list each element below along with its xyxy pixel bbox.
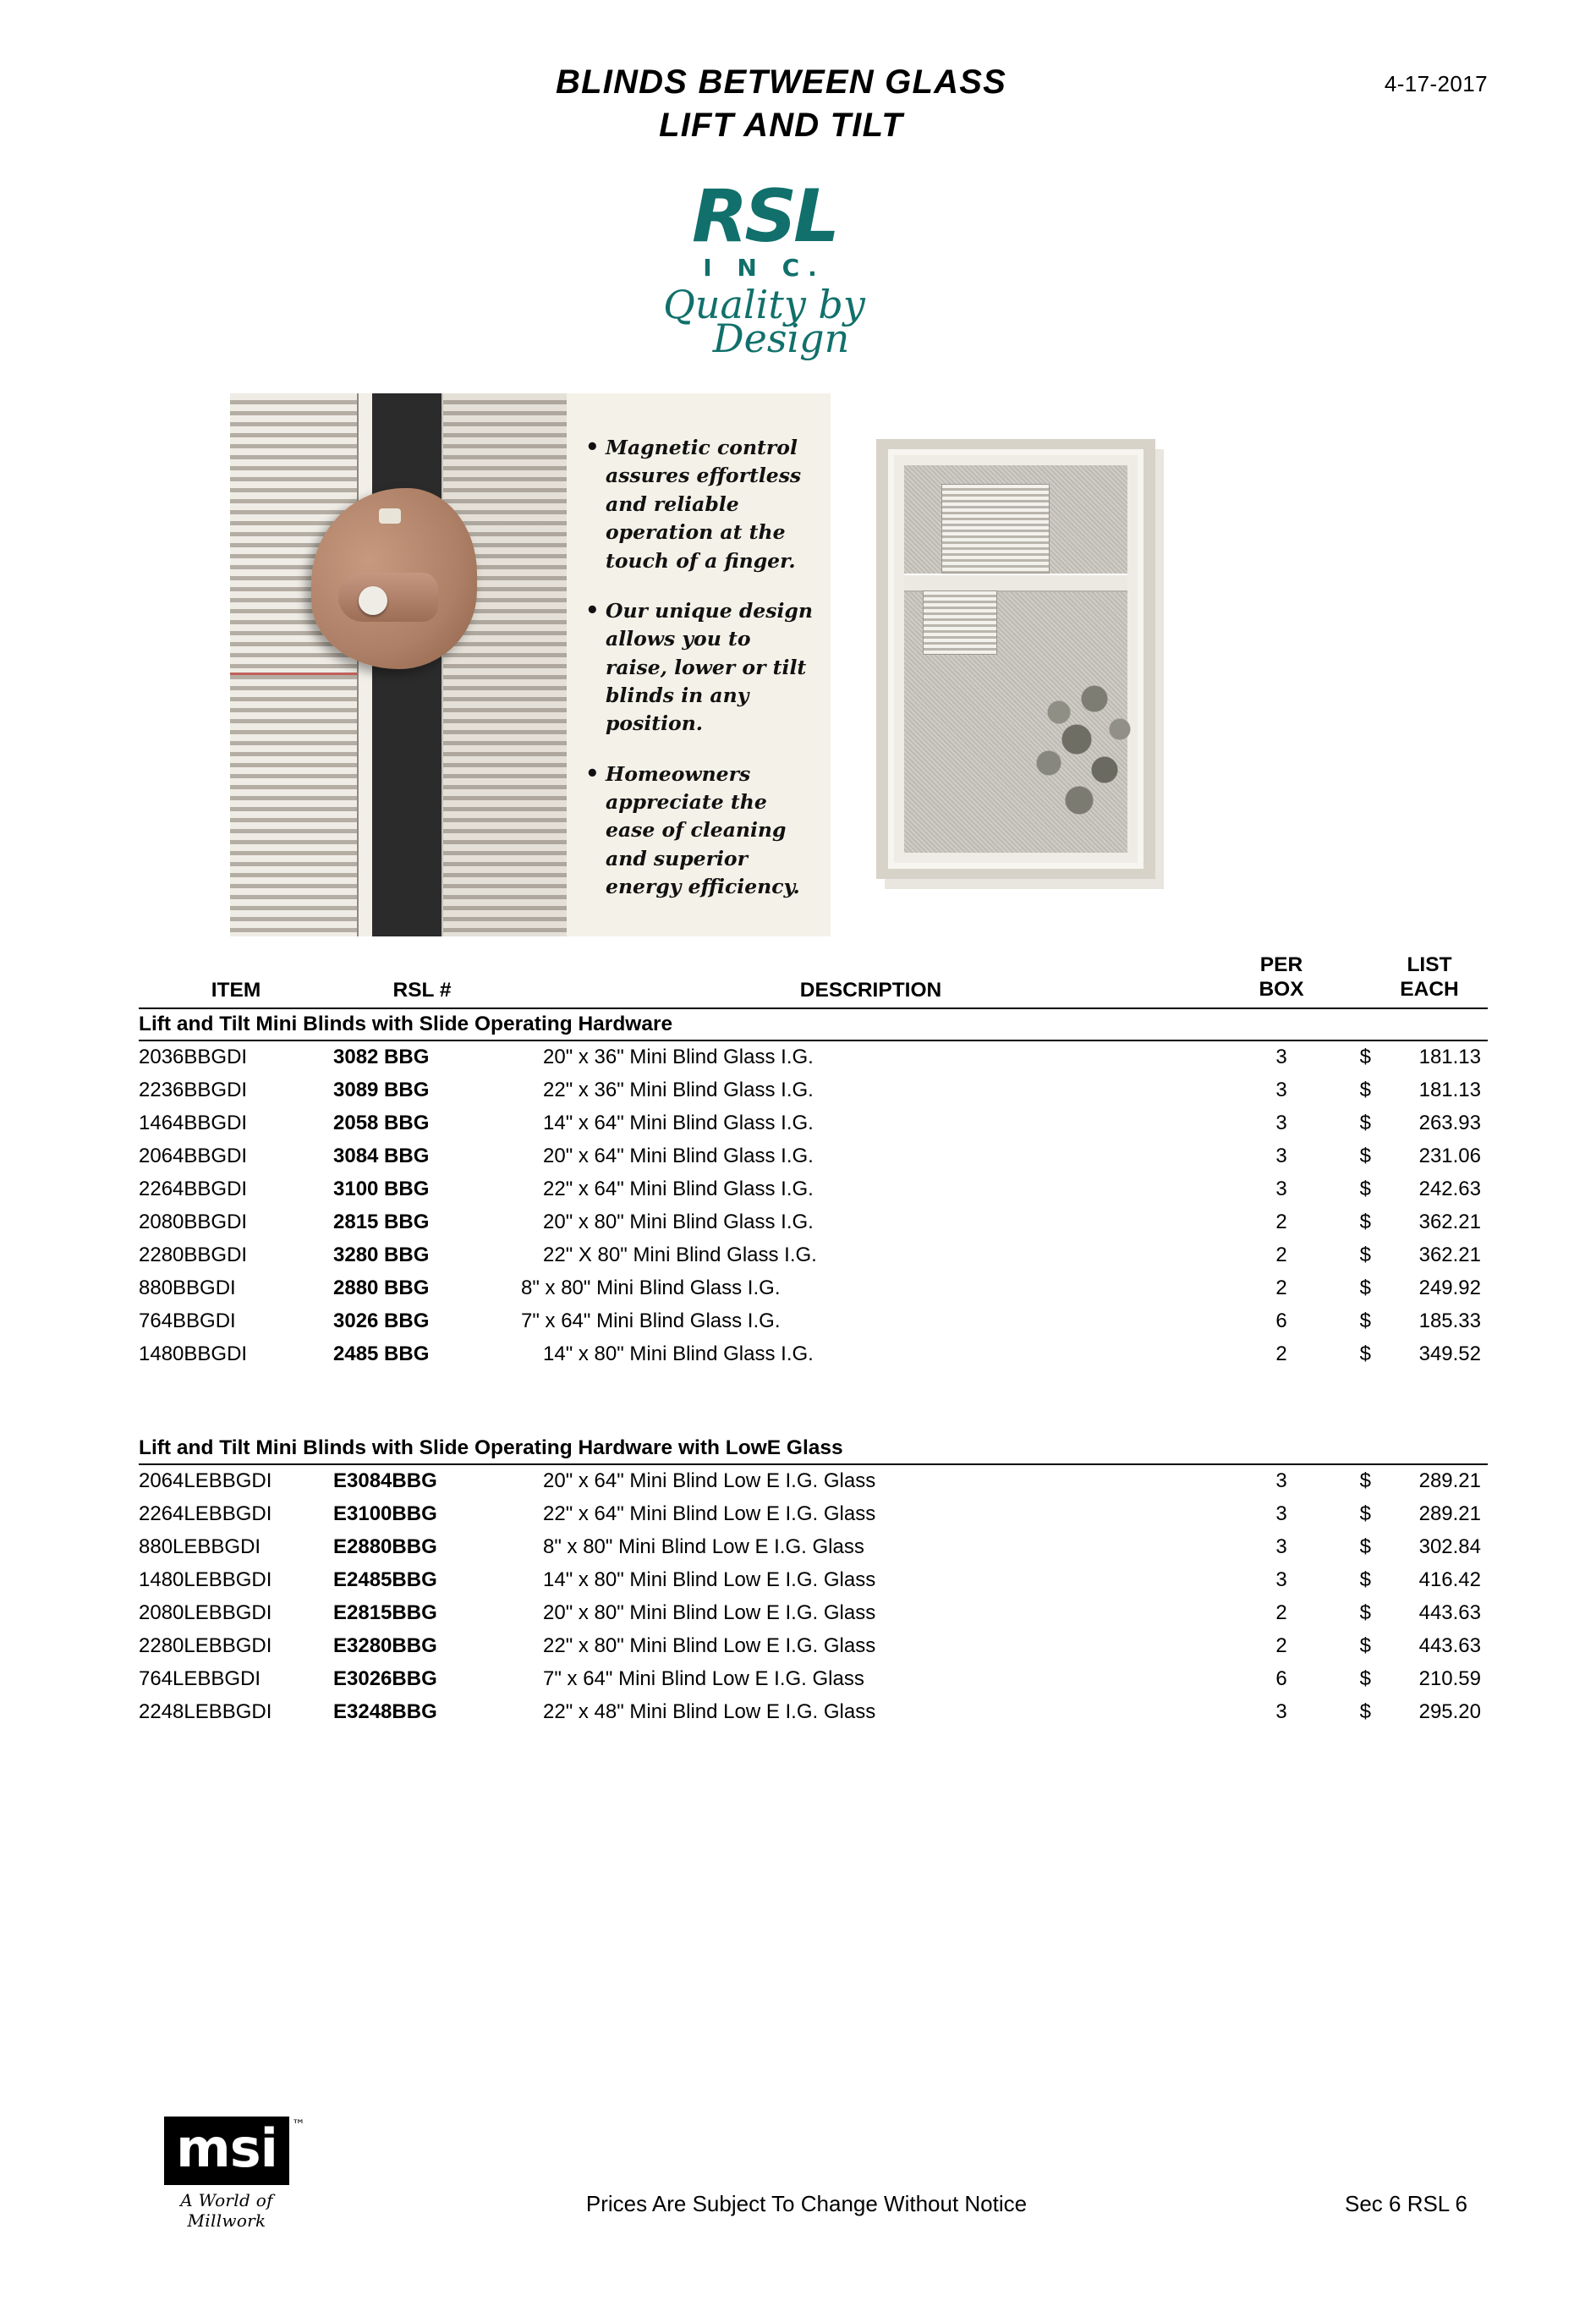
cell-description: 20" x 64" Mini Blind Low E I.G. Glass bbox=[543, 1469, 876, 1493]
cell-price: 289.21 bbox=[1418, 1502, 1481, 1526]
cell-price: 443.63 bbox=[1418, 1601, 1481, 1625]
cell-item: 2264BBGDI bbox=[139, 1178, 248, 1201]
cell-item: 1464BBGDI bbox=[139, 1112, 248, 1135]
cell-currency: $ bbox=[1359, 1112, 1371, 1135]
cell-item: 2248LEBBGDI bbox=[139, 1700, 272, 1724]
cell-rsl: 3084 BBG bbox=[333, 1145, 430, 1168]
cell-price: 181.13 bbox=[1418, 1046, 1481, 1069]
window-sash bbox=[904, 574, 1127, 592]
cell-price: 263.93 bbox=[1418, 1112, 1481, 1135]
cell-item: 2064LEBBGDI bbox=[139, 1469, 272, 1493]
cell-price: 443.63 bbox=[1418, 1634, 1481, 1658]
rsl-logo-brand: RSL bbox=[692, 174, 836, 260]
cell-description: 8" x 80" Mini Blind Glass I.G. bbox=[521, 1277, 781, 1300]
cell-rsl: 2815 BBG bbox=[333, 1211, 430, 1234]
cell-description: 8" x 80" Mini Blind Low E I.G. Glass bbox=[543, 1535, 864, 1559]
table-row bbox=[139, 1630, 1488, 1663]
price-table bbox=[139, 953, 1488, 1729]
rsl-logo-tagline-1: Quality by bbox=[663, 282, 865, 328]
column-header-list-each-line-1: LIST bbox=[1407, 953, 1452, 977]
flower-arrangement-graphic bbox=[1021, 672, 1148, 841]
table-row bbox=[139, 1663, 1488, 1696]
cell-rsl: 3280 BBG bbox=[333, 1244, 430, 1267]
cell-price: 181.13 bbox=[1418, 1079, 1481, 1102]
msi-logo-text: msi bbox=[176, 2117, 277, 2180]
table-row bbox=[139, 1140, 1488, 1173]
blind-slats-left bbox=[230, 393, 357, 936]
cell-per-box: 3 bbox=[1275, 1112, 1287, 1135]
cell-item: 1480BBGDI bbox=[139, 1342, 248, 1366]
column-header-item: ITEM bbox=[139, 953, 333, 1008]
section-title: Lift and Tilt Mini Blinds with Slide Operating Hardware bbox=[139, 1008, 1488, 1040]
cell-price: 295.20 bbox=[1418, 1700, 1481, 1724]
table-row bbox=[139, 1074, 1488, 1107]
product-imagery bbox=[0, 387, 1596, 945]
cell-item: 764LEBBGDI bbox=[139, 1667, 261, 1691]
list-item: • Homeowners appreciate the ease of cleaning and superior energy efficiency. bbox=[585, 760, 814, 902]
msi-logo-mark bbox=[164, 2117, 304, 2185]
cell-currency: $ bbox=[1359, 1502, 1371, 1526]
table-row bbox=[139, 1498, 1488, 1531]
column-header-per-box-line-1: PER bbox=[1259, 953, 1303, 977]
table-row bbox=[139, 1040, 1488, 1074]
cell-currency: $ bbox=[1359, 1178, 1371, 1201]
cell-currency: $ bbox=[1359, 1046, 1371, 1069]
cell-currency: $ bbox=[1359, 1342, 1371, 1366]
table-spacer-row bbox=[139, 1371, 1488, 1433]
cell-item: 2236BBGDI bbox=[139, 1079, 248, 1102]
cell-item: 1480LEBBGDI bbox=[139, 1568, 272, 1592]
table-row bbox=[139, 1338, 1488, 1371]
cell-description: 14" x 80" Mini Blind Low E I.G. Glass bbox=[543, 1568, 876, 1592]
section-header-row bbox=[139, 1433, 1488, 1464]
cell-rsl: E3248BBG bbox=[333, 1700, 437, 1724]
cell-description: 7" x 64" Mini Blind Glass I.G. bbox=[521, 1309, 781, 1333]
cell-currency: $ bbox=[1359, 1535, 1371, 1559]
cell-per-box: 3 bbox=[1275, 1079, 1287, 1102]
rsl-logo-tagline-2: Design bbox=[712, 316, 850, 362]
cell-rsl: 2880 BBG bbox=[333, 1277, 430, 1300]
cell-per-box: 3 bbox=[1275, 1046, 1287, 1069]
column-header-per-box bbox=[1231, 953, 1332, 1008]
cell-description: 14" x 80" Mini Blind Glass I.G. bbox=[543, 1342, 814, 1366]
cell-per-box: 2 bbox=[1275, 1601, 1287, 1625]
cell-item: 2080BBGDI bbox=[139, 1211, 248, 1234]
page-title-line-2: LIFT AND TILT bbox=[659, 107, 903, 145]
cell-rsl: E2815BBG bbox=[333, 1601, 437, 1625]
mini-blind-upper bbox=[941, 484, 1050, 574]
cell-price: 242.63 bbox=[1418, 1178, 1481, 1201]
cell-item: 2064BBGDI bbox=[139, 1145, 248, 1168]
feature-list bbox=[585, 434, 814, 901]
cell-description: 7" x 64" Mini Blind Low E I.G. Glass bbox=[543, 1667, 864, 1691]
page-header bbox=[0, 0, 1596, 147]
cell-rsl: E2880BBG bbox=[333, 1535, 437, 1559]
cell-currency: $ bbox=[1359, 1568, 1371, 1592]
cell-currency: $ bbox=[1359, 1634, 1371, 1658]
cell-per-box: 2 bbox=[1275, 1277, 1287, 1300]
cell-description: 22" x 80" Mini Blind Low E I.G. Glass bbox=[543, 1634, 876, 1658]
cell-currency: $ bbox=[1359, 1145, 1371, 1168]
cell-description: 22" x 64" Mini Blind Glass I.G. bbox=[543, 1178, 814, 1201]
finger-graphic bbox=[338, 573, 438, 622]
cell-description: 22" x 64" Mini Blind Low E I.G. Glass bbox=[543, 1502, 876, 1526]
footer-section-code: Sec 6 RSL 6 bbox=[1344, 2191, 1467, 2216]
column-header-rsl: RSL # bbox=[333, 953, 511, 1008]
cell-item: 2080LEBBGDI bbox=[139, 1601, 272, 1625]
cell-price: 289.21 bbox=[1418, 1469, 1481, 1493]
cell-per-box: 3 bbox=[1275, 1568, 1287, 1592]
column-header-list-each-line-2: EACH bbox=[1400, 977, 1459, 1001]
cell-item: 2280BBGDI bbox=[139, 1244, 248, 1267]
cell-per-box: 6 bbox=[1275, 1667, 1287, 1691]
column-header-description: DESCRIPTION bbox=[511, 953, 1231, 1008]
cell-rsl: 3082 BBG bbox=[333, 1046, 430, 1069]
cell-per-box: 3 bbox=[1275, 1535, 1287, 1559]
footer-disclaimer: Prices Are Subject To Change Without Notice bbox=[585, 2191, 1028, 2216]
cell-description: 22" x 36" Mini Blind Glass I.G. bbox=[543, 1079, 814, 1102]
page-title-line-1: BLINDS BETWEEN GLASS bbox=[556, 63, 1006, 101]
cell-price: 362.21 bbox=[1418, 1244, 1481, 1267]
cell-price: 302.84 bbox=[1418, 1535, 1481, 1559]
magnetic-control-knob bbox=[359, 586, 387, 615]
cell-item: 2280LEBBGDI bbox=[139, 1634, 272, 1658]
cell-currency: $ bbox=[1359, 1601, 1371, 1625]
cell-description: 20" x 64" Mini Blind Glass I.G. bbox=[543, 1145, 814, 1168]
price-table-area bbox=[0, 953, 1596, 1729]
column-header-per-box-line-2: BOX bbox=[1259, 977, 1304, 1001]
cell-per-box: 6 bbox=[1275, 1309, 1287, 1333]
trademark-icon: ™ bbox=[291, 2117, 304, 2133]
table-row bbox=[139, 1305, 1488, 1338]
window-frame bbox=[888, 449, 1144, 869]
page-title bbox=[0, 61, 1596, 147]
cell-description: 22" x 48" Mini Blind Low E I.G. Glass bbox=[543, 1700, 876, 1724]
cell-description: 20" x 80" Mini Blind Glass I.G. bbox=[543, 1211, 814, 1234]
cell-per-box: 2 bbox=[1275, 1244, 1287, 1267]
table-row bbox=[139, 1464, 1488, 1498]
document-date: 4-17-2017 bbox=[1384, 71, 1488, 96]
table-row bbox=[139, 1206, 1488, 1239]
table-row bbox=[139, 1239, 1488, 1272]
column-header-currency-spacer bbox=[1332, 953, 1371, 1008]
cell-description: 20" x 80" Mini Blind Low E I.G. Glass bbox=[543, 1601, 876, 1625]
cell-description: 20" x 36" Mini Blind Glass I.G. bbox=[543, 1046, 814, 1069]
cell-per-box: 3 bbox=[1275, 1178, 1287, 1201]
cell-rsl: E3026BBG bbox=[333, 1667, 437, 1691]
cell-price: 416.42 bbox=[1418, 1568, 1481, 1592]
cell-rsl: 3089 BBG bbox=[333, 1079, 430, 1102]
cell-rsl: E3100BBG bbox=[333, 1502, 437, 1526]
rsl-logo-inc: I N C. bbox=[703, 254, 825, 283]
table-row bbox=[139, 1531, 1488, 1564]
cell-price: 185.33 bbox=[1418, 1309, 1481, 1333]
cell-currency: $ bbox=[1359, 1277, 1371, 1300]
blind-accent-line bbox=[230, 673, 357, 675]
rsl-logo bbox=[0, 174, 1596, 362]
table-row bbox=[139, 1696, 1488, 1729]
window-product-photo bbox=[876, 439, 1155, 879]
mini-blind-lower bbox=[923, 590, 997, 655]
cell-currency: $ bbox=[1359, 1469, 1371, 1493]
cell-item: 880BBGDI bbox=[139, 1277, 236, 1300]
cell-per-box: 3 bbox=[1275, 1502, 1287, 1526]
table-header-row bbox=[139, 953, 1488, 1008]
cell-item: 2264LEBBGDI bbox=[139, 1502, 272, 1526]
cell-per-box: 3 bbox=[1275, 1469, 1287, 1493]
section-header-row bbox=[139, 1008, 1488, 1040]
cell-price: 231.06 bbox=[1418, 1145, 1481, 1168]
cell-description: 14" x 64" Mini Blind Glass I.G. bbox=[543, 1112, 814, 1135]
blind-closeup-photo bbox=[230, 393, 567, 936]
cell-item: 764BBGDI bbox=[139, 1309, 236, 1333]
cell-currency: $ bbox=[1359, 1309, 1371, 1333]
cell-rsl: 2058 BBG bbox=[333, 1112, 430, 1135]
list-item: • Magnetic control assures effortless and reliable operation at the touch of a finger. bbox=[585, 434, 814, 575]
page-footer bbox=[0, 2117, 1596, 2239]
cell-item: 2036BBGDI bbox=[139, 1046, 248, 1069]
cell-per-box: 2 bbox=[1275, 1634, 1287, 1658]
table-row bbox=[139, 1564, 1488, 1597]
cell-per-box: 2 bbox=[1275, 1211, 1287, 1234]
cell-rsl: 3026 BBG bbox=[333, 1309, 430, 1333]
cell-price: 210.59 bbox=[1418, 1667, 1481, 1691]
table-row bbox=[139, 1597, 1488, 1630]
cell-price: 349.52 bbox=[1418, 1342, 1481, 1366]
blind-slats-right bbox=[443, 393, 567, 936]
cell-rsl: E3280BBG bbox=[333, 1634, 437, 1658]
cell-rsl: E2485BBG bbox=[333, 1568, 437, 1592]
cell-item: 880LEBBGDI bbox=[139, 1535, 261, 1559]
cell-price: 249.92 bbox=[1418, 1277, 1481, 1300]
cell-description: 22" X 80" Mini Blind Glass I.G. bbox=[543, 1244, 817, 1267]
ring-graphic bbox=[379, 508, 401, 524]
cell-currency: $ bbox=[1359, 1667, 1371, 1691]
price-table-head bbox=[139, 953, 1488, 1008]
cell-per-box: 2 bbox=[1275, 1342, 1287, 1366]
cell-per-box: 3 bbox=[1275, 1145, 1287, 1168]
price-table-body bbox=[139, 1008, 1488, 1729]
table-spacer-cell bbox=[139, 1371, 1488, 1433]
column-header-list-each bbox=[1371, 953, 1488, 1008]
cell-rsl: 3100 BBG bbox=[333, 1178, 430, 1201]
feature-list-panel bbox=[567, 393, 831, 936]
cell-currency: $ bbox=[1359, 1211, 1371, 1234]
cell-currency: $ bbox=[1359, 1079, 1371, 1102]
cell-rsl: 2485 BBG bbox=[333, 1342, 430, 1366]
cell-price: 362.21 bbox=[1418, 1211, 1481, 1234]
cell-rsl: E3084BBG bbox=[333, 1469, 437, 1493]
msi-logo-subtitle: A World of Millwork bbox=[180, 2190, 273, 2231]
cell-currency: $ bbox=[1359, 1700, 1371, 1724]
cell-currency: $ bbox=[1359, 1244, 1371, 1267]
table-row bbox=[139, 1173, 1488, 1206]
cell-per-box: 3 bbox=[1275, 1700, 1287, 1724]
list-item: • Our unique design allows you to raise, lower or tilt blinds in any position. bbox=[585, 597, 814, 738]
table-row bbox=[139, 1272, 1488, 1305]
section-title: Lift and Tilt Mini Blinds with Slide Operating Hardware with LowE Glass bbox=[139, 1433, 1488, 1464]
table-row bbox=[139, 1107, 1488, 1140]
